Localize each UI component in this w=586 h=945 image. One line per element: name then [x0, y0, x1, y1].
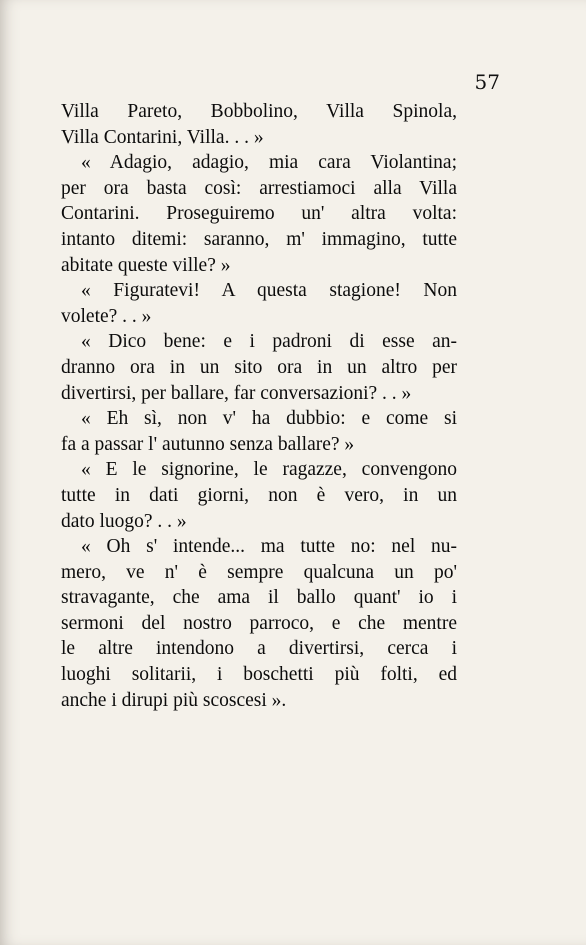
body-text [61, 99, 457, 713]
text-line: volete? . . » [61, 305, 152, 327]
text-line: stravagante, che ama il ballo quant' io i [61, 587, 457, 609]
text-line: le altre intendono a divertirsi, cerca i [61, 638, 457, 660]
paragraph [61, 406, 457, 457]
text-line: « Dico bene: e i padroni di esse an- [81, 331, 457, 353]
text-line: per ora basta così: arrestiamoci alla Villa [61, 177, 457, 199]
text-line: mero, ve n' è sempre qualcuna un po' [61, 561, 457, 583]
paragraph [61, 99, 457, 150]
text-line: « Figuratevi! A questa stagione! Non [81, 280, 457, 302]
text-line: Contarini. Proseguiremo un' altra volta: [61, 203, 457, 225]
text-line: intanto ditemi: saranno, m' immagino, tutte [61, 228, 457, 250]
text-line: tutte in dati giorni, non è vero, in un [61, 484, 457, 506]
text-line: « Adagio, adagio, mia cara Violantina; [81, 152, 457, 174]
text-line: « E le signorine, le ragazze, convengono [81, 459, 457, 481]
text-line: sermoni del nostro parroco, e che mentre [61, 612, 457, 634]
text-line: « Eh sì, non v' ha dubbio: e come si [81, 408, 457, 430]
text-line: dato luogo? . . » [61, 510, 187, 532]
paragraph [61, 534, 457, 713]
paragraph [61, 457, 457, 534]
text-line: luoghi solitarii, i boschetti più folti, ed [61, 664, 457, 686]
page-number: 57 [474, 70, 500, 94]
paragraph [61, 278, 457, 329]
text-line: dranno ora in un sito ora in un altro per [61, 356, 457, 378]
text-line: Villa Pareto, Bobbolino, Villa Spinola, [61, 101, 457, 122]
text-line: anche i dirupi più scoscesi ». [61, 689, 287, 711]
text-line: divertirsi, per ballare, far conversazioni? . . » [61, 382, 412, 404]
paragraph [61, 150, 457, 278]
text-line: « Oh s' intende... ma tutte no: nel nu- [81, 536, 457, 558]
text-line: fa a passar l' autunno senza ballare? » [61, 433, 355, 455]
text-line: abitate queste ville? » [61, 254, 231, 276]
text-line: Villa Contarini, Villa. . . » [61, 126, 264, 148]
paragraph [61, 329, 457, 406]
